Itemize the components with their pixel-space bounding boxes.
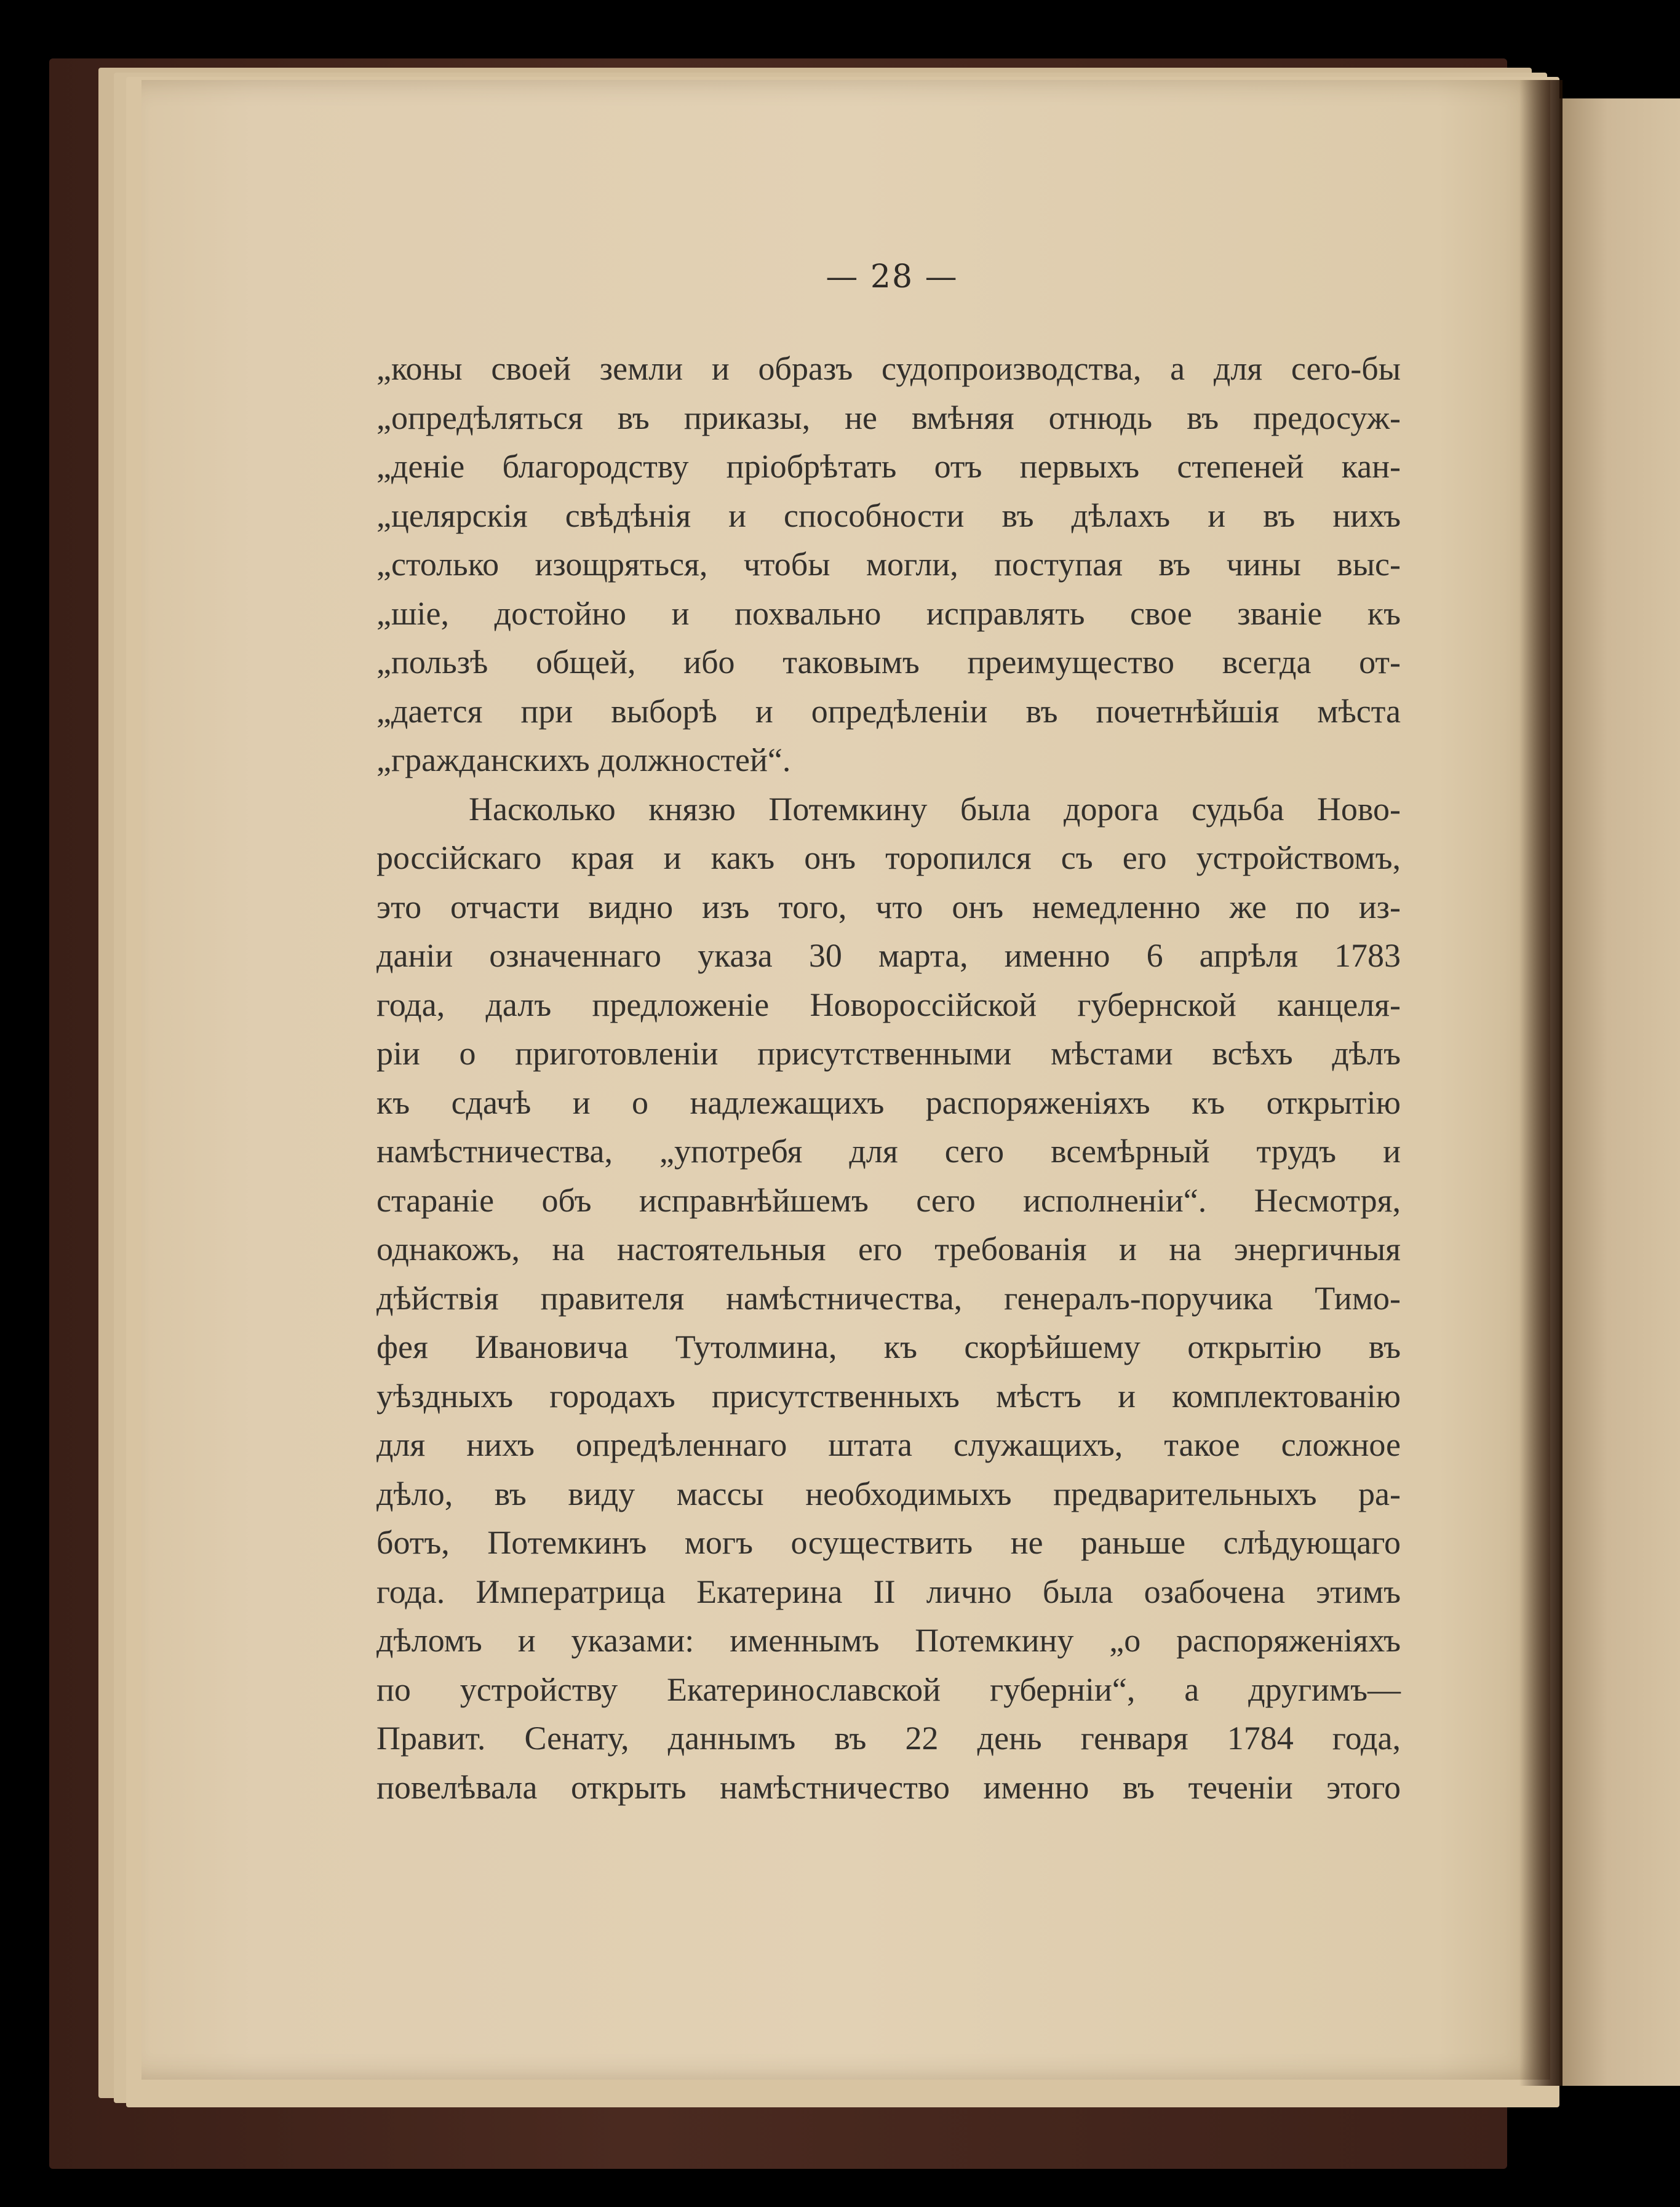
text-line: фея Ивановича Тутолмина, къ скорѣйшему открытію въ (376, 1328, 1401, 1365)
text-line: года. Императрица Екатерина II лично была озабочена этимъ (376, 1573, 1401, 1610)
page-number: — 28 — (826, 258, 958, 295)
text-line: Насколько князю Потемкину была дорога судьба Ново- (469, 790, 1401, 828)
text-line: „деніе благородству пріобрѣтать отъ первыхъ степеней кан- (376, 448, 1401, 485)
binding-gutter (1519, 80, 1563, 2086)
text-line: по устройству Екатеринославской губерніи“, а другимъ— (376, 1670, 1401, 1708)
text-line: однакожъ, на настоятельныя его требованія и на энергичныя (376, 1231, 1401, 1267)
text-line: повелѣвала открыть намѣстничество именно въ теченіи этого (376, 1768, 1401, 1806)
text-line: уѣздныхъ городахъ присутственныхъ мѣстъ и комплектованію (376, 1377, 1401, 1415)
text-line: „коны своей земли и образъ судопроизводства, а для сего-бы (376, 350, 1401, 387)
text-line: къ сдачѣ и о надлежащихъ распоряженіяхъ къ открытію (376, 1084, 1401, 1121)
text-line: стараніе объ исправнѣйшемъ сего исполненіи“. Несмотря, (376, 1181, 1401, 1219)
text-line: „столько изощряться, чтобы могли, поступая въ чины выс- (376, 546, 1401, 583)
text-line: дѣломъ и указами: именнымъ Потемкину „о распоряженіяхъ (376, 1622, 1401, 1659)
text-line: года, далъ предложеніе Новороссійской губернской канцеля- (376, 986, 1401, 1023)
text-line: „дается при выборѣ и опредѣленіи въ почетнѣйшія мѣста (376, 692, 1401, 730)
text-line: дѣло, въ виду массы необходимыхъ предварительныхъ ра- (376, 1475, 1401, 1512)
text-line: „шіе, достойно и похвально исправлять свое званіе къ (376, 594, 1401, 632)
text-line: намѣстничества, „употребя для сего всемѣрный трудъ и (376, 1133, 1401, 1170)
facing-page-edge (1559, 98, 1680, 2086)
text-line: россійскаго края и какъ онъ торопился съ его устройствомъ, (376, 839, 1401, 876)
text-line: „целярскія свѣдѣнія и способности въ дѣлахъ и въ нихъ (376, 497, 1401, 534)
text-line: это отчасти видно изъ того, что онъ немедленно же по из- (376, 888, 1401, 925)
text-line: „опредѣляться въ приказы, не вмѣняя отнюдь въ предосуж- (376, 399, 1401, 436)
text-line: ботъ, Потемкинъ могъ осуществить не раньше слѣдующаго (376, 1524, 1401, 1561)
text-line: дѣйствія правителя намѣстничества, генералъ-поручика Тимо- (376, 1279, 1401, 1317)
text-line: ріи о приготовленіи присутственными мѣстами всѣхъ дѣлъ (376, 1035, 1401, 1072)
body-text (376, 345, 1401, 1812)
text-line: „пользѣ общей, ибо таковымъ преимущество всегда от- (376, 644, 1401, 680)
text-line: „гражданскихъ должностей“. (376, 741, 791, 778)
text-line: даніи означеннаго указа 30 марта, именно 6 апрѣля 1783 (376, 937, 1401, 974)
text-line: для нихъ опредѣленнаго штата служащихъ, такое сложное (376, 1426, 1401, 1463)
text-line: Правит. Сенату, даннымъ въ 22 день генваря 1784 года, (376, 1720, 1401, 1757)
